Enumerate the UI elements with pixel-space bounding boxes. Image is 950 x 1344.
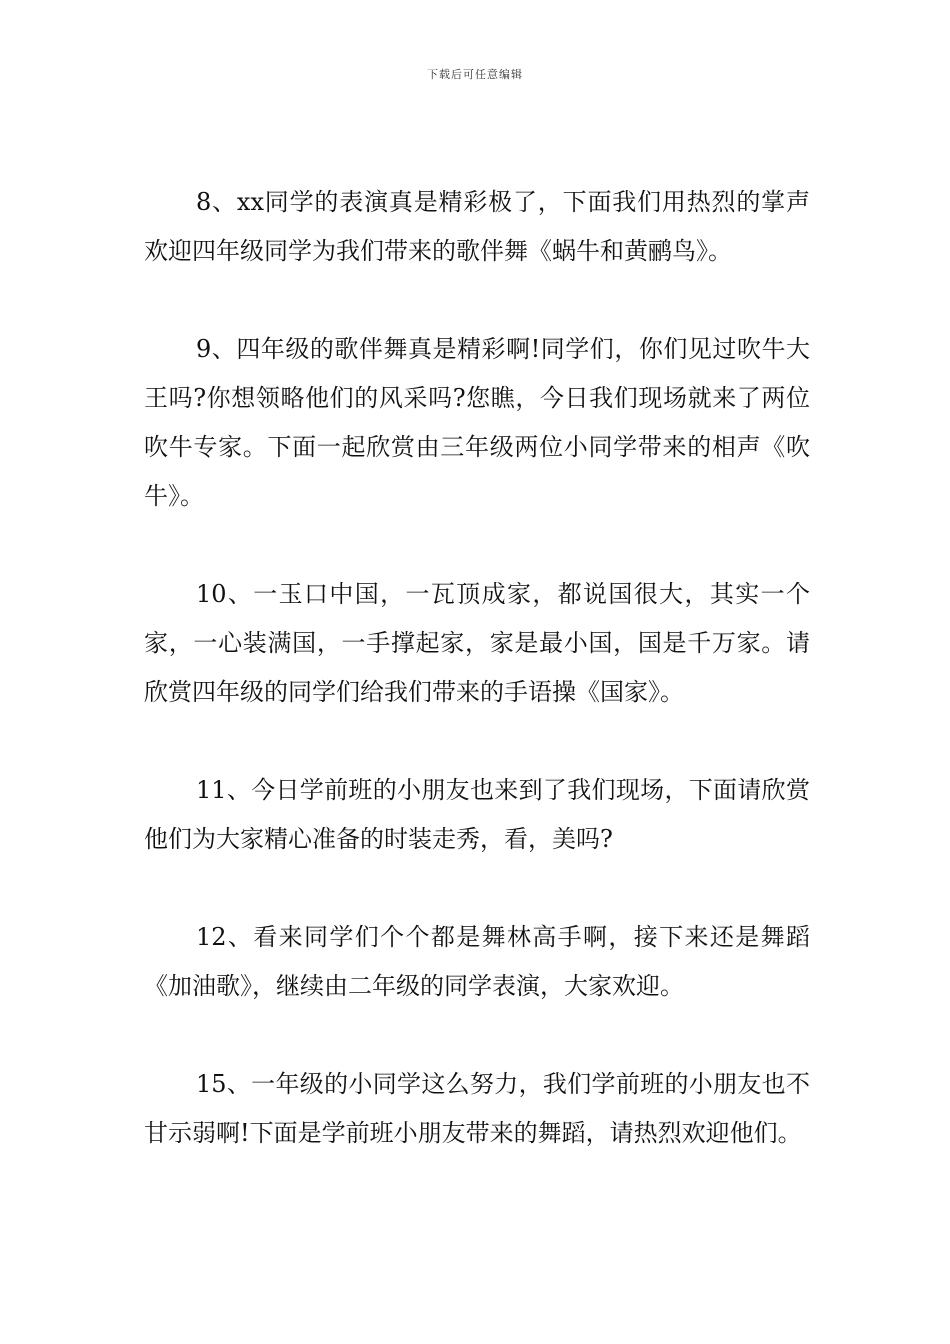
paragraph-15: 15、一年级的小同学这么努力，我们学前班的小朋友也不甘示弱啊!下面是学前班小朋友带来的舞蹈，请热烈欢迎他们。: [144, 1070, 810, 1147]
paragraph-8: 8、xx同学的表演真是精彩极了，下面我们用热烈的掌声欢迎四年级同学为我们带来的歌伴舞《蜗牛和黄鹂鸟》。: [144, 188, 810, 265]
document-body: [144, 178, 810, 1207]
paragraph-12: 12、看来同学们个个都是舞林高手啊，接下来还是舞蹈《加油歌》，继续由二年级的同学表演，大家欢迎。: [144, 923, 810, 1000]
paragraph-10: 10、一玉口中国，一瓦顶成家，都说国很大，其实一个家，一心装满国，一手撑起家，家是最小国，国是千万家。请欣赏四年级的同学们给我们带来的手语操《国家》。: [144, 580, 810, 706]
paragraph-11: 11、今日学前班的小朋友也来到了我们现场，下面请欣赏他们为大家精心准备的时装走秀，看，美吗?: [144, 776, 810, 853]
paragraph-9: 9、四年级的歌伴舞真是精彩啊!同学们，你们见过吹牛大王吗?你想领略他们的风采吗?您瞧，今日我们现场就来了两位吹牛专家。下面一起欣赏由三年级两位小同学带来的相声《吹牛》。: [144, 335, 810, 510]
header-note: 下载后可任意编辑: [427, 68, 523, 81]
